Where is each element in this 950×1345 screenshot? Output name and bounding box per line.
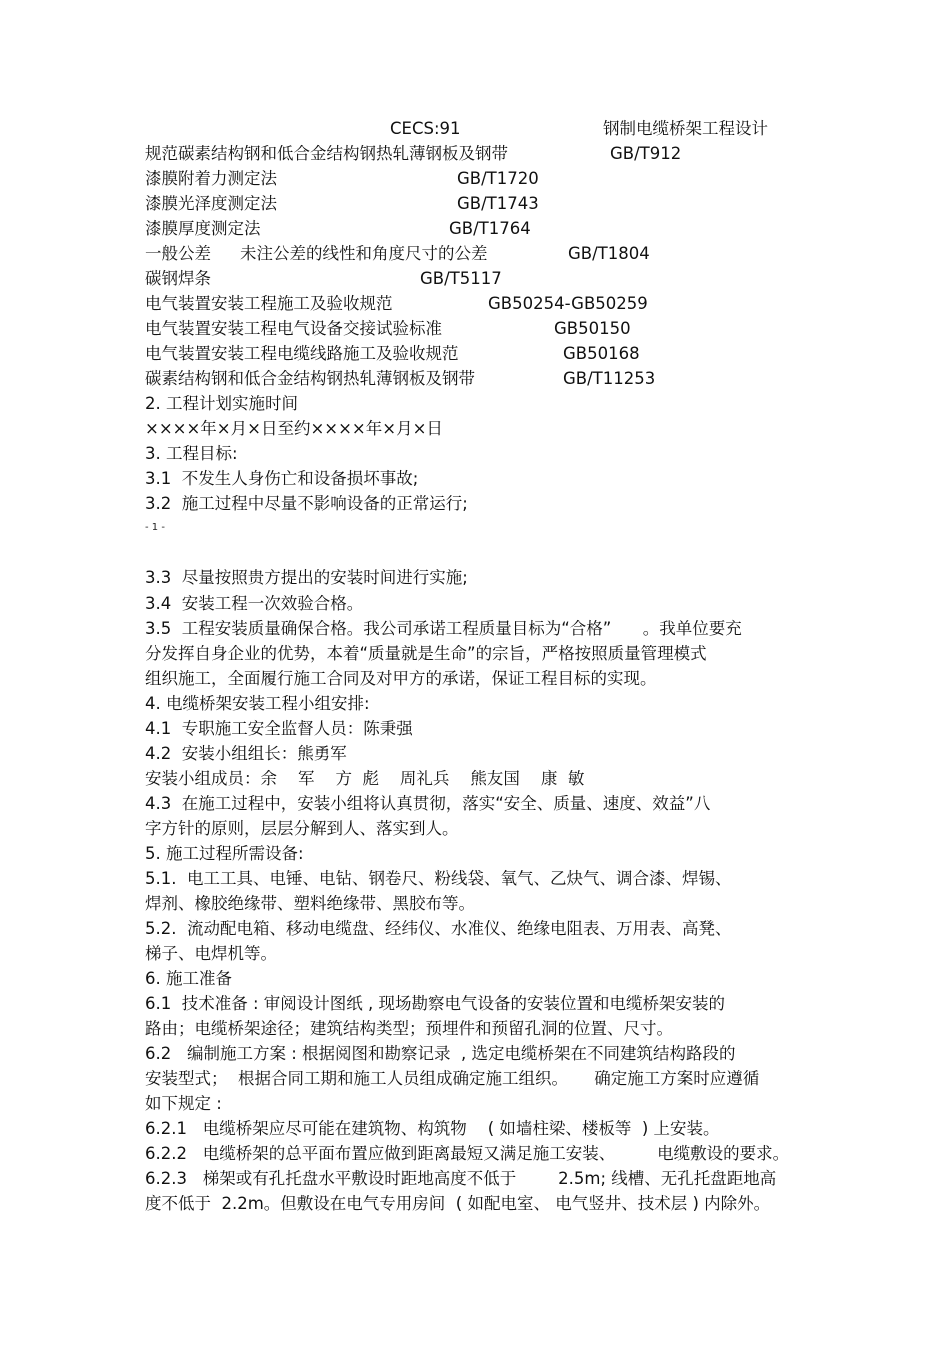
standard-name: 电气装置安装工程电缆线路施工及验收规范 [145,344,459,363]
body-line: 3.2 施工过程中尽量不影响设备的正常运行; [145,494,468,513]
standard-code: GB/T5117 [420,269,502,288]
standard-code: GB/T1764 [449,219,531,238]
body-line: 焊剂、橡胶绝缘带、塑料绝缘带、黑胶布等。 [145,894,475,913]
standard-name: 碳素结构钢和低合金结构钢热轧薄钢板及钢带 [145,369,475,388]
body-line: 5.2. 流动配电箱、移动电缆盘、经纬仪、水准仪、绝缘电阻表、万用表、高凳、 [145,919,732,938]
section-heading: 2. 工程计划实施时间 [145,394,298,413]
body-line: ××××年×月×日至约××××年×月×日 [145,419,443,438]
body-line: 3.5 工程安装质量确保合格。我公司承诺工程质量目标为“合格” 。我单位要充 [145,619,742,638]
section-heading: 6. 施工准备 [145,969,232,988]
body-line: 组织施工，全面履行施工合同及对甲方的承诺，保证工程目标的实现。 [145,669,657,688]
body-line: 3.3 尽量按照贵方提出的安装时间进行实施; [145,568,468,587]
standard-name: 漆膜附着力测定法 [145,169,277,188]
standard-code: GB50254-GB50259 [488,294,648,313]
body-line: 路由；电缆桥架途径；建筑结构类型；预埋件和预留孔洞的位置、尺寸。 [145,1019,673,1038]
section-heading: 5. 施工过程所需设备: [145,844,304,863]
standard-name: 漆膜厚度测定法 [145,219,261,238]
body-line: 梯子、电焊机等。 [145,944,277,963]
standard-name: 电气装置安装工程施工及验收规范 [145,294,393,313]
body-line: 如下规定 : [145,1094,222,1113]
body-line: 安装小组成员：余 军 方 彪 周礼兵 熊友国 康 敏 [145,769,585,788]
body-line: 4.1 专职施工安全监督人员：陈秉强 [145,719,413,738]
standard-name: 碳钢焊条 [145,269,211,288]
body-line: 6.2 编制施工方案 : 根据阅图和勘察记录 , 选定电缆桥架在不同建筑结构路段的 [145,1044,736,1063]
standard-name: 一般公差 [145,244,211,263]
standard-code: GB/T1720 [457,169,539,188]
body-line: 安装型式； 根据合同工期和施工人员组成确定施工组织。 确定施工方案时应遵循 [145,1069,760,1088]
standard-code: GB50150 [554,319,631,338]
body-line: 6.2.3 梯架或有孔托盘水平敷设时距地高度不低于 2.5m; 线槽、无孔托盘距地高 [145,1169,777,1188]
body-line: 字方针的原则，层层分解到人、落实到人。 [145,819,459,838]
standard-code: GB/T11253 [563,369,656,388]
body-line: 4.2 安装小组组长：熊勇军 [145,744,347,763]
body-line: 6.1 技术准备 : 审阅设计图纸 , 现场勘察电气设备的安装位置和电缆桥架安装的 [145,994,726,1013]
section-heading: 3. 工程目标: [145,444,238,463]
header-title: 钢制电缆桥架工程设计 [603,119,768,138]
body-line: 4.3 在施工过程中，安装小组将认真贯彻，落实“安全、质量、速度、效益”八 [145,794,711,813]
body-line: 6.2.2 电缆桥架的总平面布置应做到距离最短又满足施工安装、 电缆敷设的要求。 [145,1144,790,1163]
standard-code: GB/T912 [610,144,682,163]
header-code: CECS:91 [390,119,461,138]
standard-code: GB/T1804 [568,244,650,263]
body-line: 5.1. 电工工具、电锤、电钻、钢卷尺、粉线袋、氧气、乙炔气、调合漆、焊锡、 [145,869,732,888]
standard-name: 规范碳素结构钢和低合金结构钢热轧薄钢板及钢带 [145,144,508,163]
page-number: - 1 - [145,522,165,533]
body-line: 3.4 安装工程一次效验合格。 [145,594,364,613]
standard-name-detail: 未注公差的线性和角度尺寸的公差 [240,244,488,263]
standard-code: GB50168 [563,344,640,363]
standard-name: 漆膜光泽度测定法 [145,194,277,213]
body-line: 6.2.1 电缆桥架应尽可能在建筑物、构筑物 ( 如墙柱梁、楼板等 ) 上安装。 [145,1119,720,1138]
section-heading: 4. 电缆桥架安装工程小组安排: [145,694,370,713]
body-line: 分发挥自身企业的优势，本着“质量就是生命”的宗旨，严格按照质量管理模式 [145,644,707,663]
standard-code: GB/T1743 [457,194,539,213]
body-line: 度不低于 2.2m。但敷设在电气专用房间 ( 如配电室、 电气竖井、技术层 ) 内除外。 [145,1194,771,1213]
body-line: 3.1 不发生人身伤亡和设备损坏事故; [145,469,419,488]
standard-name: 电气装置安装工程电气设备交接试验标准 [145,319,442,338]
